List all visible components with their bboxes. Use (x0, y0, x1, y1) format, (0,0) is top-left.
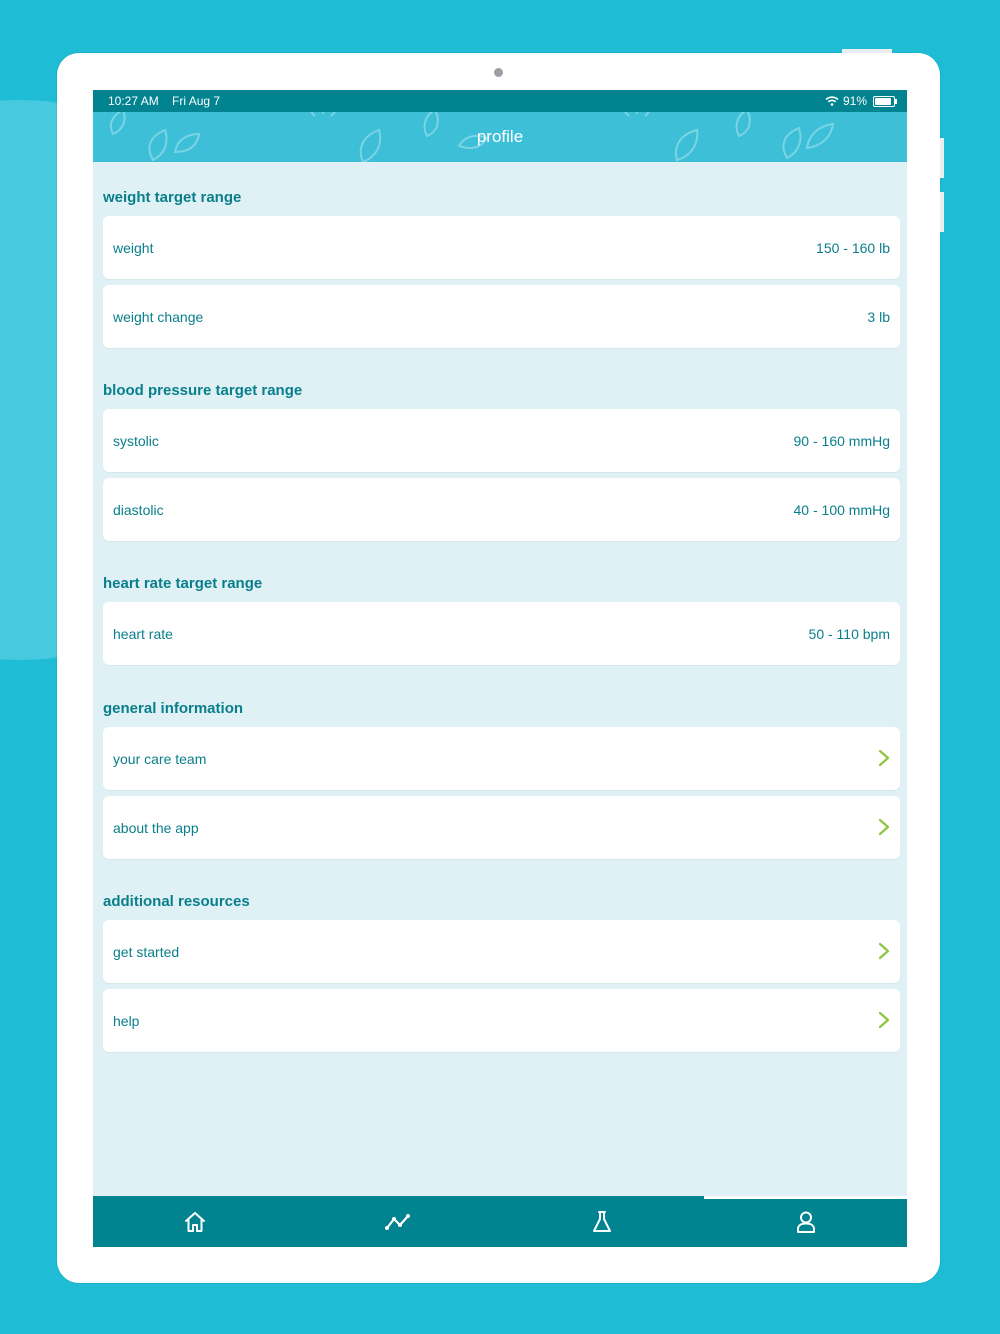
app-screen (93, 90, 907, 1247)
section-title: weight target range (103, 189, 242, 206)
row-label: heart rate (113, 626, 173, 642)
nav-header (93, 112, 907, 162)
row-label: help (113, 1013, 140, 1029)
tab-home[interactable] (93, 1196, 296, 1247)
weight-row (103, 216, 900, 279)
about-app-row[interactable] (103, 796, 900, 859)
row-value: 90 - 160 mmHg (793, 433, 890, 449)
diastolic-row (103, 478, 900, 541)
row-label: get started (113, 944, 180, 960)
battery-icon (873, 96, 895, 107)
systolic-row (103, 409, 900, 472)
help-row[interactable] (103, 989, 900, 1052)
row-label: about the app (113, 820, 199, 836)
profile-person-icon (795, 1210, 817, 1234)
side-button (940, 138, 944, 178)
weight-change-row (103, 285, 900, 348)
heart-rate-row (103, 602, 900, 665)
status-date: Fri Aug 7 (172, 94, 221, 108)
side-button (940, 192, 944, 232)
trends-icon (385, 1212, 411, 1232)
chevron-right-icon (877, 1011, 891, 1029)
row-label: weight (113, 240, 154, 256)
tab-labs[interactable] (500, 1196, 703, 1247)
wifi-icon (825, 96, 839, 106)
tab-profile[interactable] (704, 1196, 907, 1247)
status-time: 10:27 AM (108, 94, 159, 108)
row-value: 150 - 160 lb (816, 240, 890, 256)
lab-flask-icon (591, 1210, 613, 1234)
row-label: systolic (113, 433, 159, 449)
row-label: diastolic (113, 502, 164, 518)
section-title: additional resources (103, 893, 250, 910)
chevron-right-icon (877, 818, 891, 836)
battery-percent: 91% (842, 94, 867, 108)
status-bar (93, 90, 907, 112)
row-value: 40 - 100 mmHg (793, 502, 890, 518)
section-title: heart rate target range (103, 575, 263, 592)
top-button (842, 49, 892, 53)
section-title: blood pressure target range (103, 382, 303, 399)
page-title: profile (476, 127, 524, 146)
row-value: 3 lb (867, 309, 890, 325)
row-label: weight change (113, 309, 204, 325)
front-camera (494, 68, 503, 77)
chevron-right-icon (877, 749, 891, 767)
get-started-row[interactable] (103, 920, 900, 983)
tab-bar (93, 1196, 907, 1247)
tab-trends[interactable] (296, 1196, 499, 1247)
home-icon (183, 1210, 207, 1234)
care-team-row[interactable] (103, 727, 900, 790)
row-label: your care team (113, 751, 207, 767)
chevron-right-icon (877, 942, 891, 960)
row-value: 50 - 110 bpm (808, 626, 890, 642)
section-title: general information (103, 700, 244, 717)
